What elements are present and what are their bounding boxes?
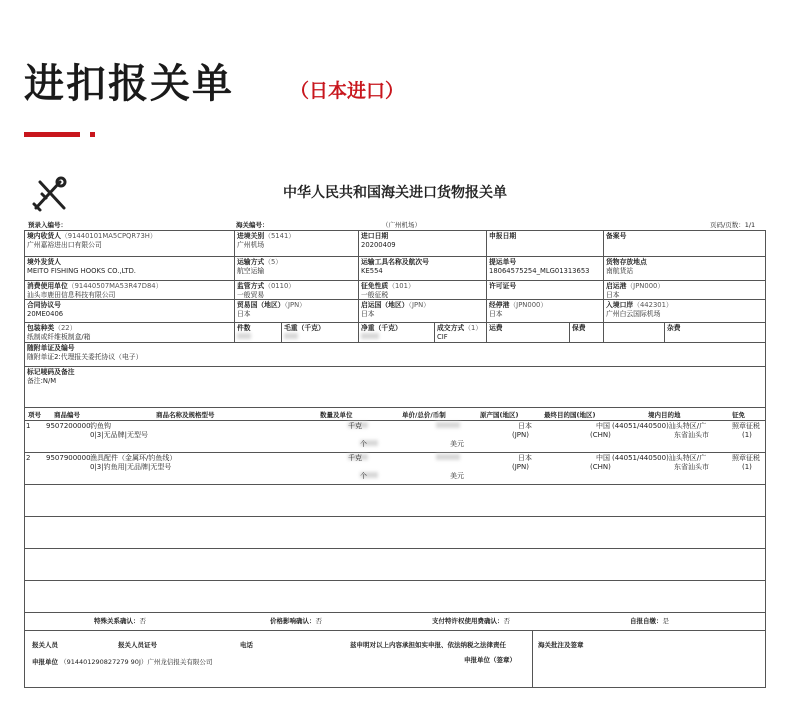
- declarer-label: 报关人员: [32, 641, 58, 649]
- origin-country-field: 启运国（地区）（JPN） 日本: [361, 301, 430, 318]
- declare-date-field: 申报日期: [489, 232, 517, 240]
- trade-country-field: 贸易国（地区）（JPN） 日本: [237, 301, 306, 318]
- col-no: 项号: [28, 411, 41, 419]
- contract-field: 合同协议号 20ME0406: [27, 301, 64, 318]
- entry-port-field: 进境关别（5141） 广州机场: [237, 232, 296, 249]
- shipper-field: 境外发货人 MEITO FISHING HOOKS CO.,LTD.: [27, 258, 136, 275]
- page-subtitle: （日本进口）: [290, 80, 405, 102]
- transport-mode-field: 运输方式（5） 航空运输: [237, 258, 283, 275]
- royalty-confirm: 支付特许权使用费确认：否: [432, 617, 510, 625]
- supervision-field: 监管方式（0110） 一般贸易: [237, 282, 296, 299]
- price-confirm: 价格影响确认：否: [270, 617, 322, 625]
- statement: 兹申明对以上内容承担如实申报、依法纳税之法律责任: [350, 641, 506, 649]
- page-title: 进扣报关单: [24, 61, 234, 107]
- col-qty: 数量及单位: [320, 411, 353, 419]
- col-origin: 原产国(地区): [480, 411, 519, 419]
- user-field: 消费使用单位（91440507MA53R47D84） 汕头市鹿田信息科技有限公司: [27, 282, 163, 299]
- customs-office: （广州机场）: [382, 221, 421, 229]
- agent-sign-label: 申报单位（签章）: [464, 656, 516, 664]
- phone-label: 电话: [240, 641, 253, 649]
- accent-dot: [90, 132, 95, 137]
- marks-field: 标记唛码及备注 备注:N/M: [27, 368, 75, 385]
- page-count: 页码/页数：1/1: [710, 221, 756, 229]
- entry-place-field: 入境口岸（442301） 广州白云国际机场: [606, 301, 673, 318]
- special-confirm: 特殊关系确认：否: [94, 617, 146, 625]
- bl-field: 提运单号 18064575254_MLG01313653: [489, 258, 590, 275]
- self-pay-confirm: 自报自缴：是: [630, 617, 669, 625]
- record-no-field: 备案号: [606, 232, 627, 240]
- deal-field: 成交方式（1） CIF: [437, 324, 483, 341]
- misc-field: 杂费: [667, 324, 681, 332]
- col-price: 单价/总价/币制: [402, 411, 446, 419]
- col-name: 商品名称及规格型号: [156, 411, 215, 419]
- agent-field: 申报单位 （914401290827279 90J）广州龙信报关有限公司: [32, 658, 213, 666]
- pre-entry-label: 预录入编号：: [28, 221, 67, 229]
- col-code: 商品编号: [54, 411, 80, 419]
- declarer-cert-label: 报关人员证号: [118, 641, 157, 649]
- via-port-field: 经停港（JPN000） 日本: [489, 301, 548, 318]
- insurance-field: 保费: [572, 324, 586, 332]
- col-levy: 征免: [732, 411, 745, 419]
- col-dest: 最终目的国(地区): [544, 411, 596, 419]
- transport-name-field: 运输工具名称及航次号 KE554: [361, 258, 429, 275]
- import-date-field: 进口日期 20200409: [361, 232, 396, 249]
- license-field: 许可证号: [489, 282, 517, 290]
- levy-field: 征免性质（101） 一般征税: [361, 282, 415, 299]
- dep-port-field: 启运港（JPN000） 日本: [606, 282, 665, 299]
- storage-field: 货物存放地点 南航货站: [606, 258, 647, 275]
- freight-field: 运费: [489, 324, 503, 332]
- pack-field: 包装种类（22） 纸制或纤维板制盒/箱: [27, 324, 91, 341]
- col-domestic: 境内目的地: [648, 411, 681, 419]
- customs-declaration-form: 中华人民共和国海关进口货物报关单 预录入编号： 海关编号： （广州机场） 页码/页数：1/1 境内收货人（91440101MA5CPQR73H） 广州嘉裕进出口有限公司 进境关别（5141） 广州机场 进口日期 20200409 申报日期 备案号 境外发货人 MEITO FISHING HOOKS CO.,LTD. 运输方式（5） 航空运输 运输工具名称及航次号 KE554 提运单号 18064575254_MLG01313653 货物存放地点 南航货站 消费使用单位（91440507MA53R47D84） 汕头市鹿田信息科技有限公司 监管方式（0110） 一般贸易 征免性质（101） 一般征税 许可证号 启运港（JPN000） 日本 合同协议号 20ME0406 贸易国（地区）（JPN） 日本 启运国（地区）（JPN） 日本 经停港（JPN000） 日本 入境口岸（442301） 广州白云国际机场 包装种类（22） 纸制或纤维板制盒/箱 件数 毛重（千克） 净重（千克） 成交方式（1） CIF 运费 保费 杂费 随附单证及编号 随附单证2:代理报关委托协议（电子） 标记唛码及备注 备注:N/M 项号 商品编号 商品名称及规格型号 数量及单位 单价/总价/币制 原产国(地区) 最终目的国(地区) 境内目的地 征免 1 9507200000 钓鱼钩 千克 日本 中国 (44051/440500)汕头特区/广 照章征税 0|3|无品牌|无型号 (JPN) (CHN) 东省汕头市 (1) 个 美元 2 9507900000 渔具配件（金属环/钓鱼线） 千克 日本 中国 (44051/440500)汕头特区/广 照章征税 0|3|钓鱼用|无品牌|无型号 (JPN) (CHN) 东省汕头市 (1) 个 美元 特殊关系确认：否 价格影响确认：否 支付特许权使用费确认：否 自报自缴：是 报关人员 报关人员证号 电话 兹申明对以上内容承担如实申报、依法纳税之法律责任 海关批注及签章 申报单位 （914401290827279 90J）广州龙信报关有限公司 申报单位（签章）: [24, 168, 766, 688]
- customs-note-label: 海关批注及签章: [538, 641, 584, 649]
- customs-no-label: 海关编号：: [236, 221, 269, 229]
- pieces-field: 件数: [235, 323, 280, 342]
- consignee-field: 境内收货人（91440101MA5CPQR73H） 广州嘉裕进出口有限公司: [27, 232, 157, 249]
- net-field: 净重（千克）: [359, 323, 433, 342]
- docs-field: 随附单证及编号 随附单证2:代理报关委托协议（电子）: [27, 344, 143, 361]
- accent-bar: [24, 132, 80, 137]
- gross-field: 毛重（千克）: [282, 323, 358, 342]
- form-title: 中华人民共和国海关进口货物报关单: [283, 185, 507, 201]
